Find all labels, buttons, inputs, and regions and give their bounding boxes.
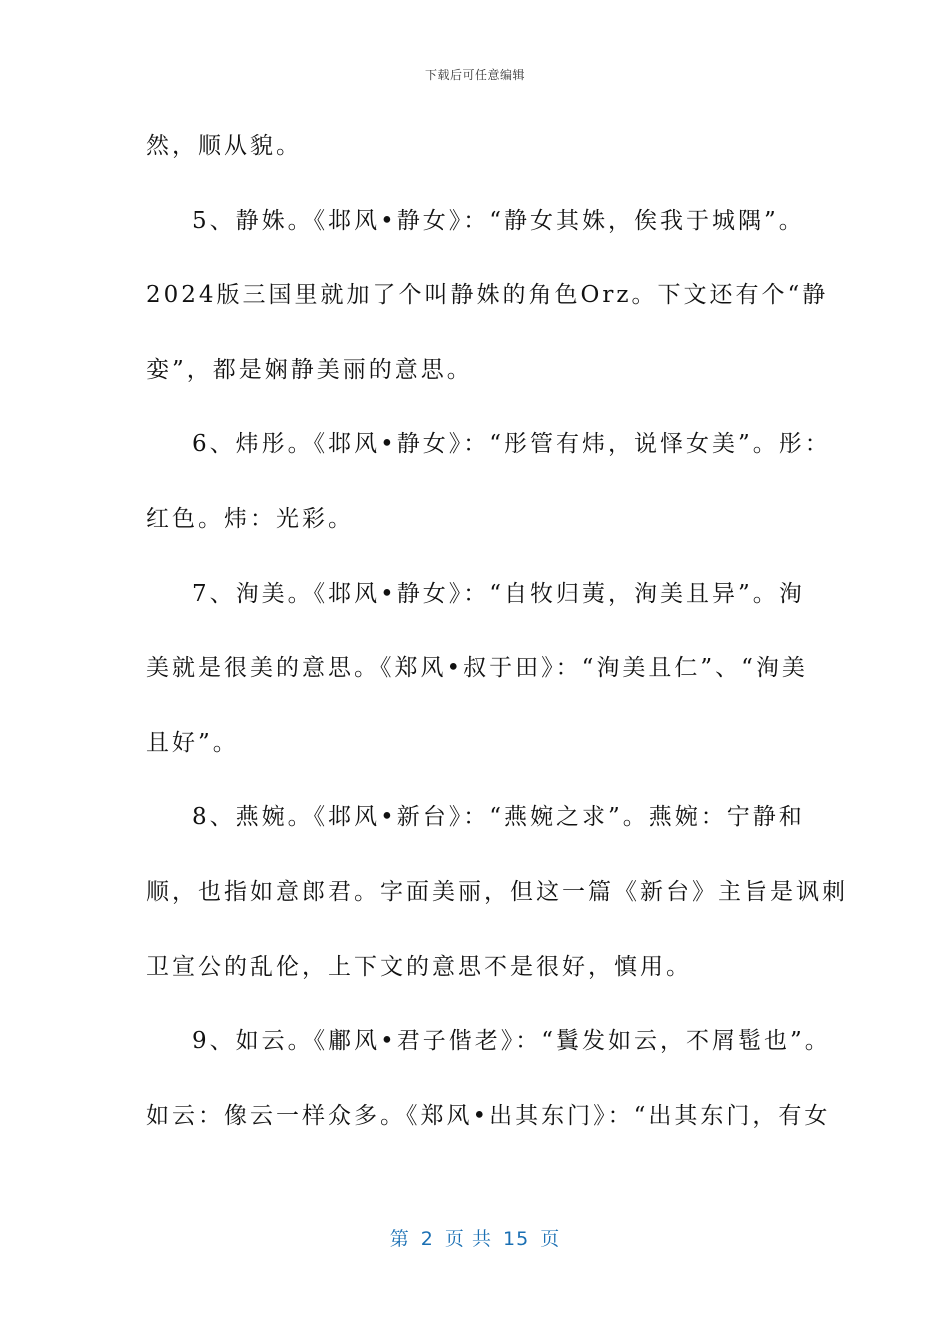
text-line-6: 红色。炜：光彩。 <box>146 505 354 532</box>
footer-suffix: 页 <box>540 1228 561 1250</box>
text-line-9: 且好”。 <box>146 729 239 756</box>
text-line-8: 美就是很美的意思。《郑风•叔于田》：“洵美且仁”、“洵美 <box>146 655 808 682</box>
text-line-2: 5、静姝。《邶风•静女》：“静女其姝，俟我于城隅”。 <box>192 207 805 234</box>
footer-prefix: 第 <box>389 1228 410 1250</box>
text-line-7: 7、洵美。《邶风•静女》：“自牧归荑，洵美且异”。洵 <box>192 580 805 607</box>
footer-middle: 页 共 <box>444 1228 492 1250</box>
document-body <box>146 122 848 1166</box>
text-line-5: 6、炜彤。《邶风•静女》：“彤管有炜，说怿女美”。彤： <box>192 431 831 458</box>
text-line-11: 顺，也指如意郎君。字面美丽，但这一篇《新台》主旨是讽刺 <box>146 878 848 905</box>
footer-total-pages: 15 <box>503 1228 530 1250</box>
footer-page-number: 2 <box>420 1228 434 1250</box>
text-line-14: 如云：像云一样众多。《郑风•出其东门》：“出其东门，有女 <box>146 1102 831 1129</box>
text-line-13: 9、如云。《鄘风•君子偕老》：“鬒发如云，不屑髢也”。 <box>192 1028 831 1055</box>
text-line-10: 8、燕婉。《邶风•新台》：“燕婉之求”。燕婉：宁静和 <box>192 804 805 831</box>
text-line-4: 娈”，都是娴静美丽的意思。 <box>146 356 473 383</box>
text-line-12: 卫宣公的乱伦，上下文的意思不是很好，慎用。 <box>146 953 692 980</box>
text-line-3: 2024版三国里就加了个叫静姝的角色Orz。下文还有个“静 <box>146 282 829 309</box>
text-line-1: 然，顺从貌。 <box>146 133 302 159</box>
page-footer <box>0 1224 950 1251</box>
page-header: 下载后可任意编辑 <box>424 68 525 82</box>
